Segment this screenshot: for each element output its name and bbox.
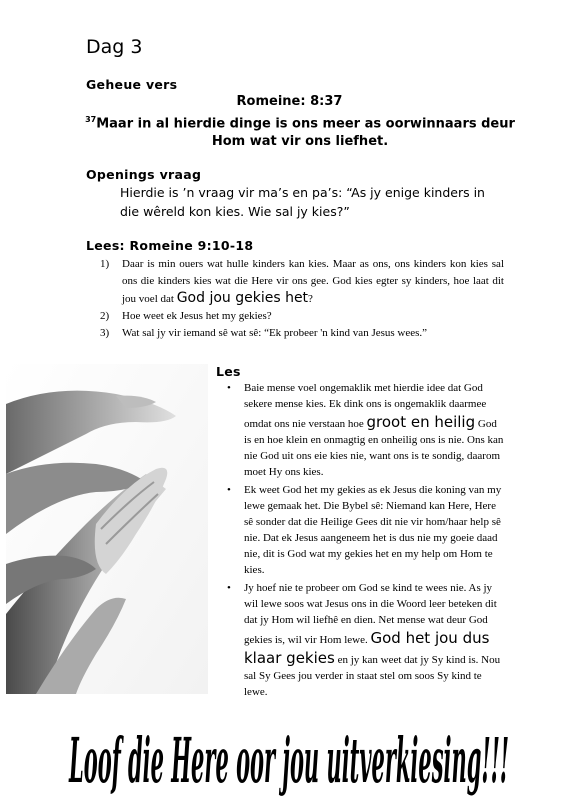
list-item-text-end: en jy kan weet dat jy Sy kind is. Nou sal Sy Gees jou verder in staat stel om soos Sy kind te lewe. [244,654,501,698]
raised-hands-image [6,364,208,694]
bullet-icon: • [227,484,231,496]
praise-banner [0,712,579,797]
list-item [216,482,504,578]
day-title: Dag 3 [86,36,143,58]
opening-question-heading: Openings vraag [86,167,202,182]
verse-text [80,111,520,151]
list-item-text: Ek weet God het my gekies as ek Jesus die koning van my lewe gemaak het. Die Bybel sê: Niemand kan Here, Here sê sonder dat die Heilige Gees dit nie vir hom/haar help sê nie. Dat ek Jesus aangeneem het is dus nie my goeie daad nie, dit is God wat my gekies het en my help om Hom te kies. [244,484,502,576]
list-item-text-end: God is en hoe klein en onmagtig en onheilig ons is nie. Ons kan nie God uit ons eie kies nie, want ons is te sondig, daarom moet Hy ons kies. [244,418,504,478]
list-item [100,308,504,325]
opening-question-text: Hierdie is ’n vraag vir ma’s en pa’s: “As jy enige kinders in die wêreld kon kies. Wie sal jy kies?” [120,185,485,219]
highlight-text: God jou gekies het [176,290,309,306]
list-item-text: Baie mense voel ongemaklik met hierdie idee dat God sekere mense kies. Ek dink ons is ongemaklik daarmee omdat ons nie verstaan hoe [244,382,487,430]
list-item [216,380,504,480]
verse-reference: Romeine: 8:37 [236,94,343,109]
reading-question-list [100,256,504,342]
list-item-number: 1) [100,258,110,270]
reading-heading: Lees: Romeine 9:10-18 [86,238,254,253]
verse-body: Maar in al hierdie dinge is ons meer as oorwinnaars deur Hom wat vir ons liefhet. [96,116,515,150]
memory-verse-heading: Geheue vers [86,77,178,92]
list-item-number: 2) [100,310,110,322]
bullet-icon: • [227,582,231,594]
highlight-text: God het jou dus klaar gekies [244,629,490,667]
verse-number: 37 [85,115,97,124]
lesson-bullet-list [216,380,504,702]
list-item-text: Daar is min ouers wat hulle kinders kan kies. Maar as ons, ons kinders kon kies sal ons die kinders kies wat die Here vir ons gee. God kies egter sy kinders, hoe laat dit jou voel dat [122,258,504,305]
lesson-heading: Les [216,364,241,379]
list-item-text-end: ? [308,293,313,305]
list-item [216,580,504,700]
list-item-text: Hoe weet ek Jesus het my gekies? [122,310,272,322]
list-item [100,256,504,308]
list-item-text: Wat sal jy vir iemand sê wat sê: “Ek probeer 'n kind van Jesus wees.” [122,327,428,339]
list-item-number: 3) [100,327,110,339]
bullet-icon: • [227,382,231,394]
list-item-text: Jy hoef nie te probeer om God se kind te wees nie. As jy wil lewe soos wat Jesus ons in die Woord leer beteken dit dat jy Hom wil liefhê en dien. Net mense wat deur God gekies is, wil vir Hom lewe. [244,582,497,646]
list-item [100,325,504,342]
banner-text: Loof die Here oor jou uitverkiesing!!! [68,724,510,797]
highlight-text: groot en heilig [366,413,476,431]
